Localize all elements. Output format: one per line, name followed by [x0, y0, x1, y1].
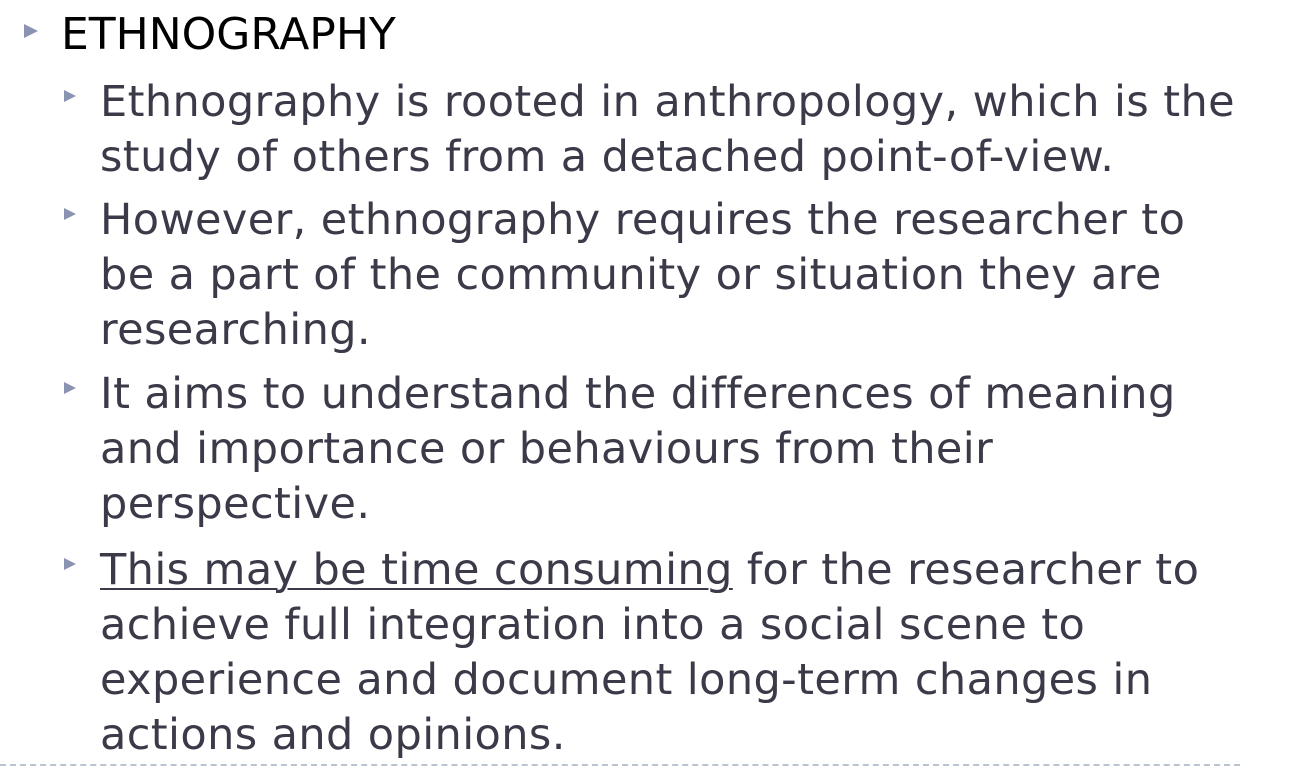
heading-ethnography: ETHNOGRAPHY [61, 9, 396, 60]
bullet-text-time-consuming [100, 543, 1291, 763]
bullet-text-however: However, ethnography requires the researcher to be a part of the community or situation they are researching. [100, 195, 1186, 355]
bullet-text-aims: It aims to understand the differences of meaning and importance or behaviours from their perspective. [100, 369, 1176, 529]
bullet-text-remainder: for the researcher to achieve full integration into a social scene to experience and document long-term changes in actions and opinions. [100, 545, 1200, 760]
triangle-right-icon [64, 558, 76, 570]
triangle-right-icon [64, 208, 76, 220]
dashed-divider [0, 764, 1240, 766]
bullet-text-rooted: Ethnography is rooted in anthropology, which is the study of others from a detached point-of-view. [100, 77, 1235, 182]
triangle-right-icon [64, 382, 76, 394]
triangle-right-icon [64, 90, 76, 102]
triangle-right-icon [24, 24, 38, 38]
underlined-phrase: This may be time consuming [100, 545, 733, 595]
